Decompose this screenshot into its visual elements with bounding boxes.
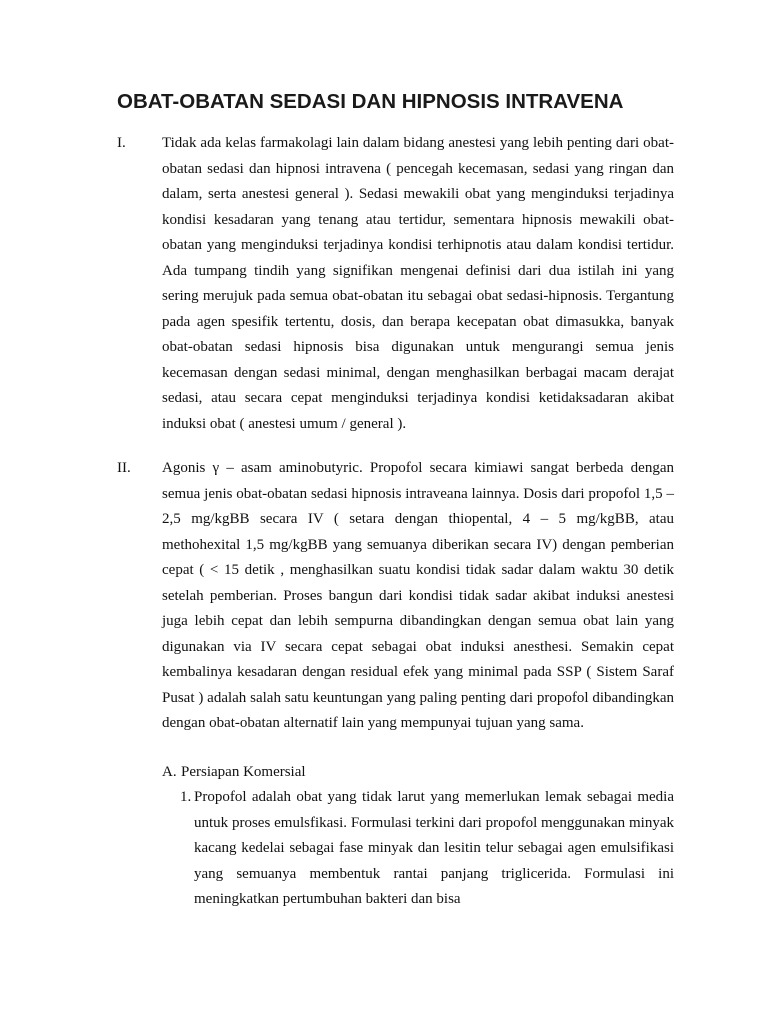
- page-title: OBAT-OBATAN SEDASI DAN HIPNOSIS INTRAVENA: [117, 90, 624, 113]
- section-number: I.: [117, 135, 126, 151]
- list-item-text: Propofol adalah obat yang tidak larut yang memerlukan lemak sebagai media untuk proses emulsfikasi. Formulasi terkini dari propofol menggunakan minyak kacang kedelai sebagai fase minyak dan lesitin telur sebagai agen emulsifikasi yang semuanya membentuk rantai panjang triglicerida. Formulasi ini meningkatkan pertumbuhan bakteri dan bisa: [194, 789, 674, 907]
- section-number: II.: [117, 460, 131, 476]
- section-paragraph: Agonis γ – asam aminobutyric. Propofol secara kimiawi sangat berbeda dengan semua jenis obat-obatan sedasi hipnosis intraveana lainnya. Dosis dari propofol 1,5 – 2,5 mg/kgBB secara IV ( setara dengan thiopental, 4 – 5 mg/kgBB, atau methohexital 1,5 mg/kgBB yang semuanya diberikan secara IV) dengan pemberian cepat ( < 15 detik , menghasilkan suatu kondisi tidak sadar dalam waktu 30 detik setelah pemberian. Proses bangun dari kondisi tidak sadar akibat induksi anestesi juga lebih cepat dan lebih sempurna dibandingkan dengan semua obat lain yang digunakan via IV secara cepat sebagai obat induksi anesthesi. Semakin cepat kembalinya kesadaran dengan residual efek yang minimal pada SSP ( Sistem Saraf Pusat ) adalah salah satu keuntungan yang paling penting dari propofol dibandingkan dengan obat-obatan alternatif lain yang mempunyai tujuan yang sama.: [162, 460, 674, 731]
- subsection-letter: A.: [162, 764, 177, 780]
- subsection-title: Persiapan Komersial: [181, 764, 306, 780]
- list-item-number: 1.: [180, 789, 192, 805]
- section-paragraph: Tidak ada kelas farmakolagi lain dalam bidang anestesi yang lebih penting dari obat-obatan sedasi dan hipnosi intravena ( pencegah kecemasan, sedasi yang ringan dan dalam, serta anestesi general ). Sedasi mewakili obat yang menginduksi terjadinya kondisi kesadaran yang tenang atau tertidur, sementara hipnosis mewakili obat-obatan yang menginduksi terjadinya kondisi terhipnotis atau dalam kondisi tertidur. Ada tumpang tindih yang signifikan mengenai definisi dari dua istilah ini yang sering merujuk pada semua obat-obatan itu sebagai obat sedasi-hipnosis. Tergantung pada agen spesifik tertentu, dosis, dan berapa kecepatan obat dimasukka, banyak obat-obatan sedasi hipnosis bisa digunakan untuk mengurangi semua jenis kecemasan dengan sedasi minimal, dengan menghasilkan berbagai macam derajat sedasi, atau secara cepat menginduksi terjadinya kondisi ketidaksadaran akibat induksi obat ( anestesi umum / general ).: [162, 135, 674, 432]
- subsection-heading: [162, 760, 306, 786]
